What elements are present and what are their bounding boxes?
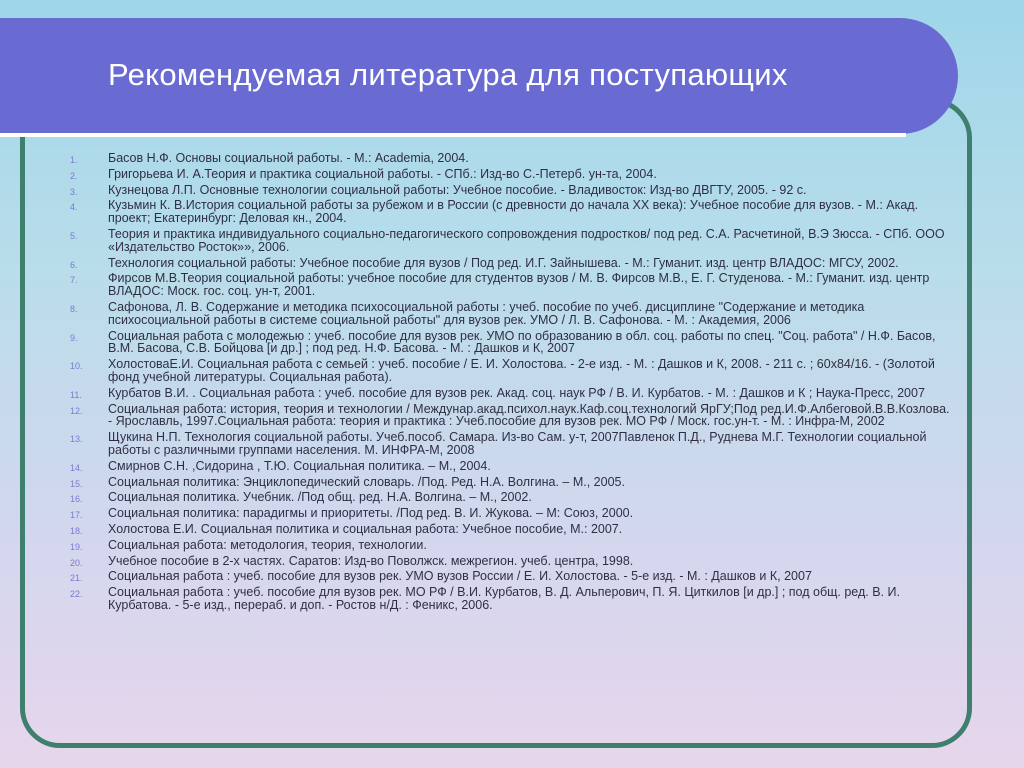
- item-number: 1.: [70, 155, 78, 165]
- item-text: Социальная работа с молодежью : учеб. пособие для вузов рек. УМО по образованию в обл. соц. работы по спец. "Соц. работа" / Н.Ф. Басов, В.М. Басова, С.В. Бойцова [и др.] ; под ред. Н.Ф. Басова. - М. : Дашков и К, 2007: [108, 328, 936, 356]
- title-underline: [0, 133, 906, 137]
- item-number: 2.: [70, 170, 78, 181]
- list-item: [70, 491, 950, 507]
- list-item: [70, 257, 950, 273]
- item-text: Курбатов В.И. . Социальная работа : учеб. пособие для вузов рек. Акад. соц. наук РФ / В. И. Курбатов. - М. : Дашков и К ; Наука-Пресс, 2007: [108, 385, 925, 400]
- item-number: 3.: [70, 186, 78, 197]
- list-item: [70, 586, 950, 615]
- slide-title: Рекомендуемая литература для поступающих: [108, 57, 788, 92]
- item-text: Холостова Е.И. Социальная политика и социальная работа: Учебное пособие, М.: 2007.: [108, 521, 623, 536]
- list-item: [70, 555, 950, 571]
- literature-list: [70, 152, 950, 615]
- list-item: [70, 330, 950, 359]
- item-number: 20.: [70, 557, 83, 568]
- item-text: Социальная политика: парадигмы и приоритеты. /Под ред. В. И. Жукова. – М: Союз, 2000.: [108, 506, 634, 521]
- item-number: 22.: [70, 589, 83, 600]
- list-item: [70, 431, 950, 460]
- item-text: Учебное пособие в 2-х частях. Саратов: Изд-во Поволжск. межрегион. учеб. центра, 1998.: [108, 553, 634, 568]
- item-text: Кузнецова Л.П. Основные технологии социальной работы: Учебное пособие. - Владивосток: Изд-во ДВГТУ, 2005. - 92 с.: [108, 182, 807, 197]
- list-item: [70, 272, 950, 301]
- list-item: [70, 168, 950, 184]
- item-number: 17.: [70, 510, 83, 521]
- item-text: Социальная политика. Учебник. /Под общ. ред. Н.А. Волгина. – М., 2002.: [108, 490, 532, 505]
- item-number: 11.: [70, 389, 82, 400]
- list-item: [70, 403, 950, 432]
- item-text: Теория и практика индивидуального социально-педагогического сопровождения подростков/ под ред. С.А. Расчетиной, В.Э Зюсса. - СПб. ООО «Издательство Росток»», 2006.: [108, 226, 945, 254]
- list-item: [70, 152, 950, 168]
- item-text: Социальная работа: история, теория и технологии / Междунар.акад.психол.наук.Каф.соц.технологий ЯрГУ;Под ред.И.Ф.Албеговой.В.В.Козлова. - Ярославль, 1997.Социальная работа: теория и практика : Учеб.пособие для вузов рек. МО РФ / Моск. гос.ун-т. - М. : Инфра-М, 2002: [108, 401, 950, 429]
- item-text: Сафонова, Л. В. Содержание и методика психосоциальной работы : учеб. пособие по учеб. дисциплине "Содержание и методика психосоциальной работы в системе социальной работы" для вузов рек. УМО / Л. В. Сафонова. - М. : Академия, 2006: [108, 299, 865, 327]
- item-number: 6.: [70, 259, 78, 270]
- item-number: 12.: [70, 405, 83, 416]
- item-text: Технология социальной работы: Учебное пособие для вузов / Под ред. И.Г. Зайнышева. - М.: Гуманит. изд. центр ВЛАДОС: МГСУ, 2002.: [108, 255, 899, 270]
- item-number: 14.: [70, 462, 83, 473]
- item-text: Григорьева И. А.Теория и практика социальной работы. - СПб.: Изд-во С.-Петерб. ун-та, 2004.: [108, 166, 657, 181]
- item-number: 18.: [70, 525, 83, 536]
- item-text: Басов Н.Ф. Основы социальной работы. - М.: Academia, 2004.: [108, 151, 469, 165]
- list-item: [70, 523, 950, 539]
- item-number: 15.: [70, 478, 83, 489]
- list-item: [70, 476, 950, 492]
- item-text: Смирнов С.Н. ,Сидорина , Т.Ю. Социальная политика. – М., 2004.: [108, 458, 491, 473]
- item-text: Фирсов М.В.Теория социальной работы: учебное пособие для студентов вузов / М. В. Фирсов М.В., Е. Г. Студенова. - М.: Гуманит. изд. центр ВЛАДОС: Моск. гос. соц. ун-т, 2001.: [108, 271, 930, 299]
- item-text: Социальная работа : учеб. пособие для вузов рек. МО РФ / В.И. Курбатов, В. Д. Альперович, П. Я. Циткилов [и др.] ; под общ. ред. В. И. Курбатова. - 5-е изд., перераб. и доп. - Ростов н/Д. : Феникс, 2006.: [108, 585, 900, 612]
- list-item: [70, 301, 950, 330]
- item-number: 10.: [70, 361, 83, 372]
- list-item: [70, 570, 950, 586]
- list-item: [70, 387, 950, 403]
- item-text: Кузьмин К. В.История социальной работы за рубежом и в России (с древности до начала XX века): Учебное пособие для вузов. - М.: Акад. проект; Екатеринбург: Деловая кн., 2004.: [108, 198, 919, 226]
- item-number: 4.: [70, 202, 78, 213]
- item-text: Социальная работа : учеб. пособие для вузов рек. УМО вузов России / Е. И. Холостова. - 5-е изд. - М. : Дашков и К, 2007: [108, 569, 812, 584]
- item-text: Социальная работа: методология, теория, технологии.: [108, 537, 427, 552]
- item-text: Социальная политика: Энциклопедический словарь. /Под. Ред. Н.А. Волгина. – М., 2005.: [108, 474, 625, 489]
- item-number: 9.: [70, 332, 78, 343]
- item-text: ХолостоваЕ.И. Социальная работа с семьей : учеб. пособие / Е. И. Холостова. - 2-е изд. - М. : Дашков и К, 2008. - 211 с. ; 60х84/16. - (Золотой фонд учебной литературы. Социальная работа).: [108, 357, 935, 384]
- item-number: 5.: [70, 230, 78, 241]
- item-number: 7.: [70, 275, 78, 286]
- list-item: [70, 228, 950, 257]
- item-number: 16.: [70, 494, 83, 505]
- list-item: [70, 199, 950, 228]
- item-text: Щукина Н.П. Технология социальной работы. Учеб.пособ. Самара. Из-во Сам. у-т, 2007Павленок П.Д., Руднева М.Г. Технологии социальной работы с различными группами населения. М. ИНФРА-М, 2008: [108, 430, 927, 457]
- item-number: 8.: [70, 303, 78, 314]
- item-number: 21.: [70, 573, 83, 584]
- item-number: 13.: [70, 434, 83, 445]
- list-item: [70, 539, 950, 555]
- item-number: 19.: [70, 541, 83, 552]
- list-item: [70, 460, 950, 476]
- list-item: [70, 184, 950, 200]
- list-item: [70, 507, 950, 523]
- list-item: [70, 358, 950, 387]
